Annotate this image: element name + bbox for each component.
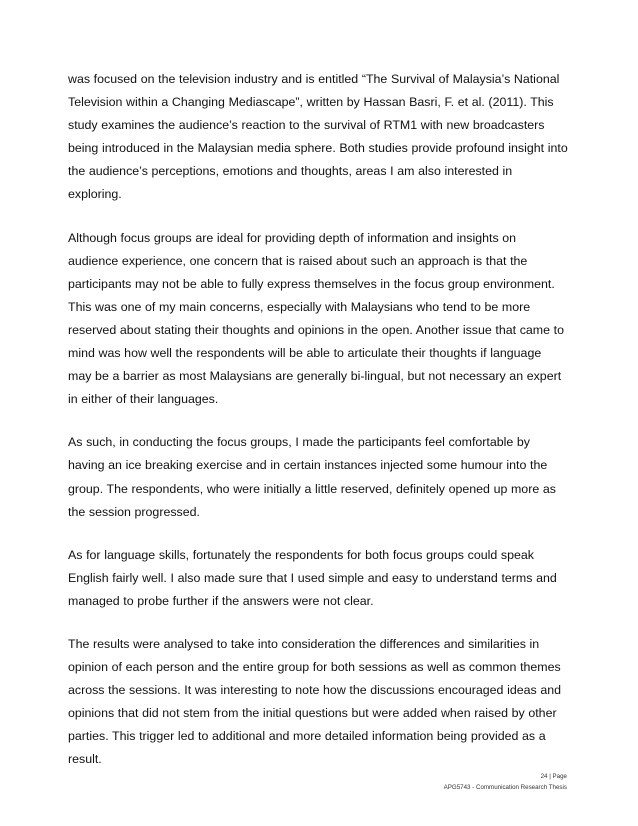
- paragraph-3: As such, in conducting the focus groups, I made the participants feel comfortable by having an ice breaking exercise and in certain instances injected some humour into the group. The respondents, who were initially a little reserved, definitely opened up more as the session progressed.: [68, 435, 556, 519]
- paragraph-1: was focused on the television industry and is entitled “The Survival of Malaysia’s National Television within a Changing Mediascape”, written by Hassan Basri, F. et al. (2011). This study examines the audience’s reaction to the survival of RTM1 with new broadcasters being introduced in the Malaysian media sphere. Both studies provide profound insight into the audience’s perceptions, emotions and thoughts, areas I am also interested in exploring.: [68, 72, 568, 202]
- page-number: 24 | Page: [540, 773, 567, 780]
- paragraph-5: The results were analysed to take into consideration the differences and similarities in opinion of each person and the entire group for both sessions as well as common themes across the sessions. It was interesting to note how the discussions encouraged ideas and opinions that did not stem from the initial questions but were added when raised by other parties. This trigger led to additional and more detailed information being provided as a result.: [68, 636, 562, 767]
- page-footer: [444, 771, 567, 793]
- paragraph-4: As for language skills, fortunately the respondents for both focus groups could speak English fairly well. I also made sure that I used simple and easy to understand terms and managed to probe further if the answers were not clear.: [68, 547, 557, 608]
- body-text: [68, 68, 568, 772]
- paragraph-2: Although focus groups are ideal for providing depth of information and insights on audience experience, one concern that is raised about such an approach is that the participants may not be able to fully express themselves in the focus group environment. This was one of my main concerns, especially with Malaysians who tend to be more reserved about stating their thoughts and opinions in the open. Another issue that came to mind was how well the respondents will be able to articulate their thoughts if language may be a barrier as most Malaysians are generally bi-lingual, but not necessary an expert in either of their languages.: [68, 230, 564, 407]
- course-title: APG5743 - Communication Research Thesis: [443, 784, 567, 791]
